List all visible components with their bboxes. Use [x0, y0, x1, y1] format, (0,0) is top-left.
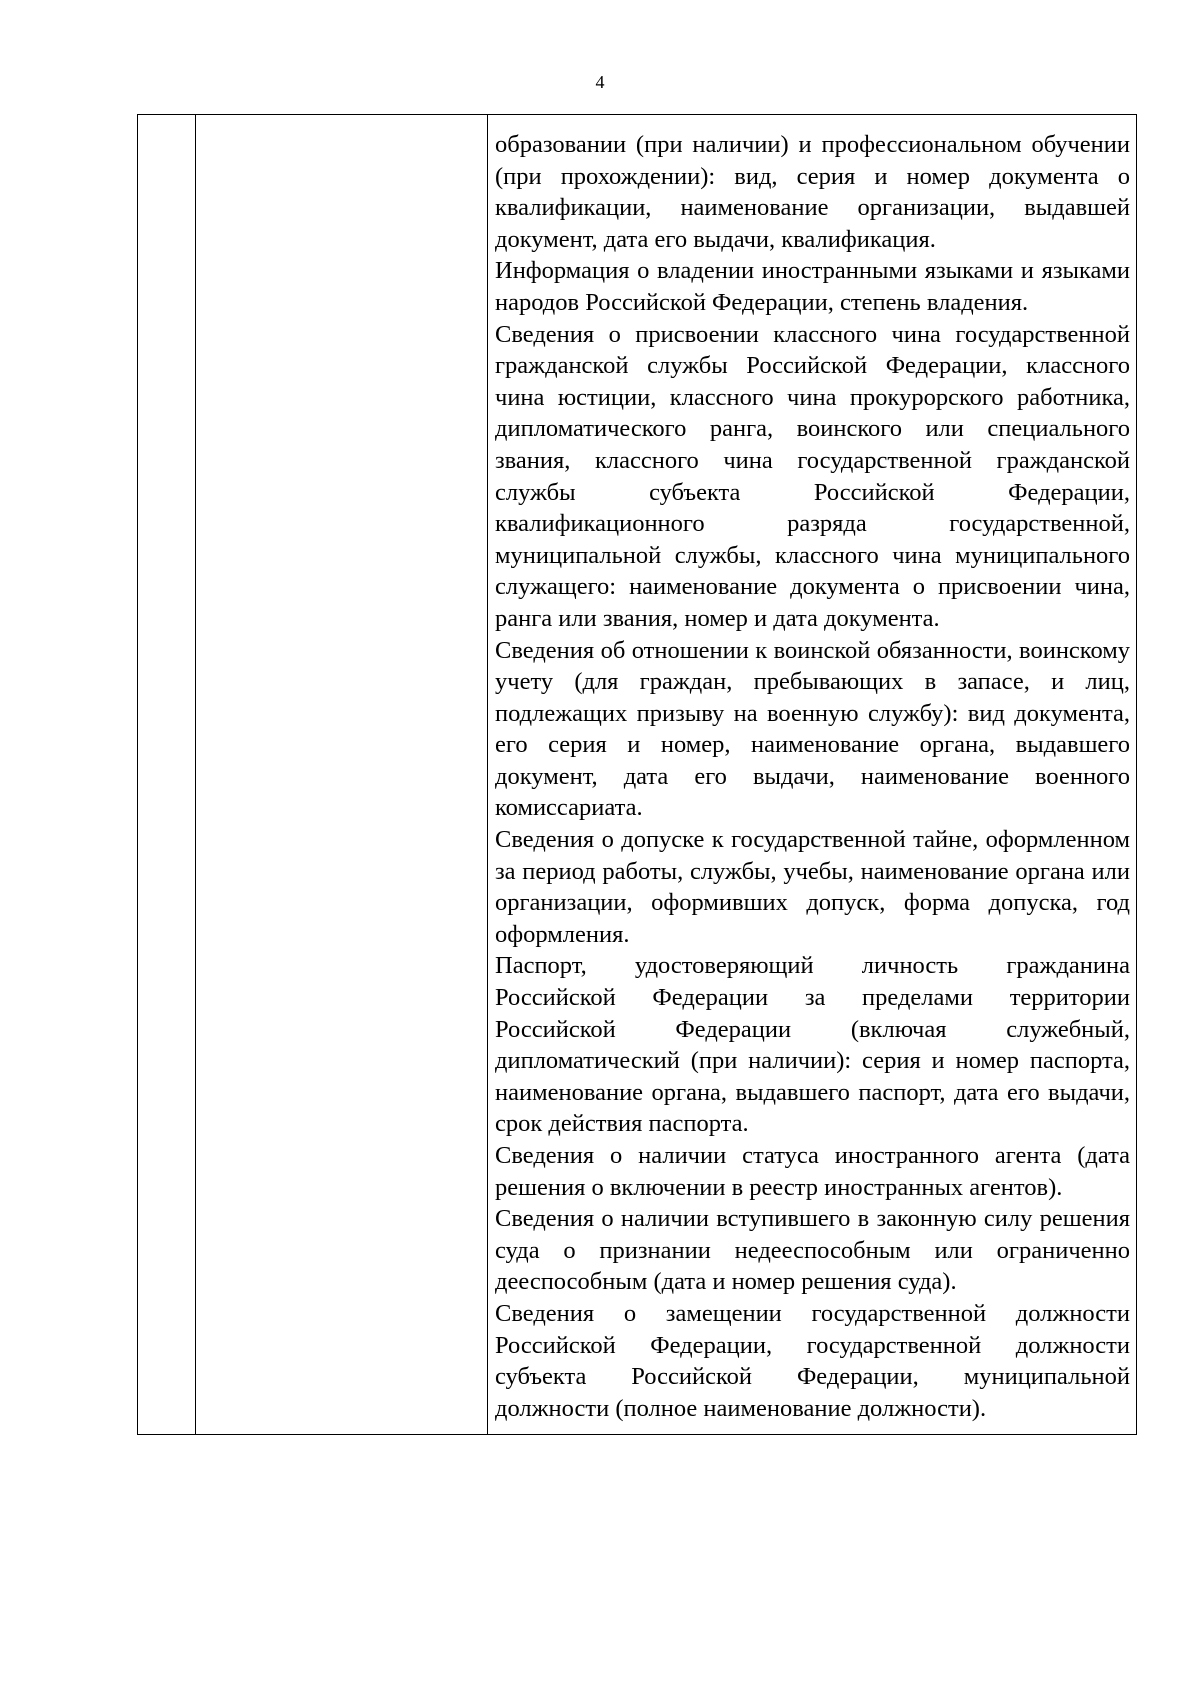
- info-paragraph: Паспорт, удостоверяющий личность гражданина Российской Федерации за пределами территории Российской Федерации (включая служебный, дипломатический (при наличии): серия и номер паспорта, наименование органа, выдавшего паспорт, дата его выдачи, срок действия паспорта.: [495, 952, 1130, 1138]
- info-paragraph: Сведения о наличии вступившего в законную силу решения суда о признании недееспособным или ограниченно дееспособным (дата и номер решения суда).: [495, 1205, 1130, 1296]
- table-row: [138, 115, 1137, 1435]
- document-table: [137, 114, 1137, 1435]
- info-paragraph: Информация о владении иностранными языками и языками народов Российской Федерации, степень владения.: [495, 257, 1130, 316]
- info-paragraph: Сведения о присвоении классного чина государственной гражданской службы Российской Федерации, классного чина юстиции, классного чина прокурорского работника, дипломатического ранга, воинского или специального звания, классного чина государственной гражданской службы субъекта Российской Федерации, квалификационного разряда государственной, муниципальной службы, классного чина муниципального служащего: наименование документа о присвоении чина, ранга или звания, номер и дата документа.: [495, 320, 1130, 632]
- page-number: 4: [595, 72, 605, 92]
- info-paragraph: Сведения о наличии статуса иностранного агента (дата решения о включении в реестр иностранных агентов).: [495, 1142, 1130, 1201]
- info-paragraph: Сведения о допуске к государственной тайне, оформленном за период работы, службы, учебы, наименование органа или организации, оформивших допуск, форма допуска, год оформления.: [495, 826, 1130, 948]
- info-paragraph: образовании (при наличии) и профессиональном обучении (при прохождении): вид, серия и номер документа о квалификации, наименование организации, выдавшей документ, дата его выдачи, квалификация.: [495, 131, 1130, 253]
- info-paragraph: Сведения об отношении к воинской обязанности, воинскому учету (для граждан, пребывающих в запасе, и лиц, подлежащих призыву на военную службу): вид документа, его серия и номер, наименование органа, выдавшего документ, дата его выдачи, наименование военного комиссариата.: [495, 636, 1130, 822]
- row-number-cell: [138, 115, 196, 1435]
- row-info-cell: [488, 115, 1137, 1435]
- row-name-cell: [196, 115, 488, 1435]
- info-paragraph: Сведения о замещении государственной должности Российской Федерации, государственной должности субъекта Российской Федерации, муниципальной должности (полное наименование должности).: [495, 1299, 1130, 1422]
